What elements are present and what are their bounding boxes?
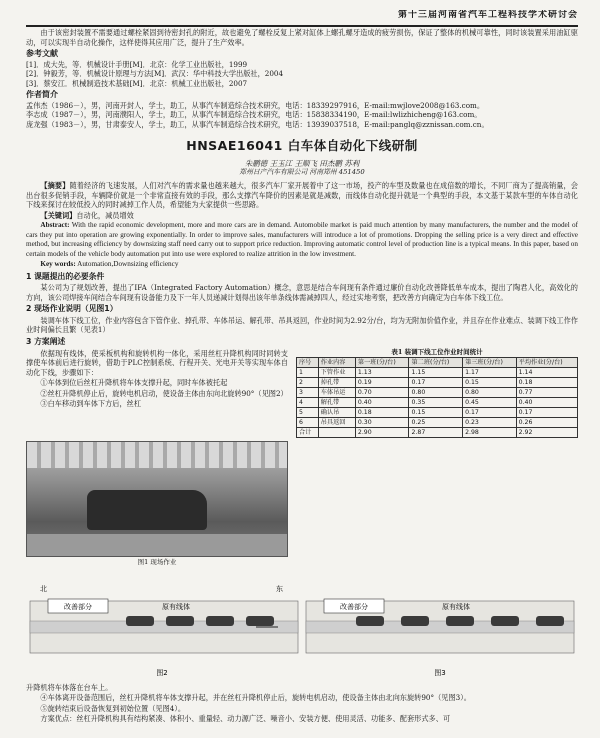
table-cell: 掉孔带 xyxy=(318,378,355,388)
table-cell: 解孔带 xyxy=(318,398,355,408)
table-cell: 0.30 xyxy=(355,418,409,428)
table-header-cell: 第一班(分/台) xyxy=(355,358,409,368)
table-cell: 0.15 xyxy=(409,408,463,418)
table-row xyxy=(297,418,578,428)
table-cell: 0.15 xyxy=(463,378,517,388)
table-cell: 0.40 xyxy=(516,398,577,408)
figure-3-diagram xyxy=(306,599,574,677)
car-body xyxy=(87,490,207,530)
table-cell: 2 xyxy=(297,378,319,388)
table-header-row xyxy=(297,358,578,368)
table-row xyxy=(297,428,578,438)
conveyor-right xyxy=(306,621,574,633)
step-item: ②丝杠升降机停止后，旋转电机启动，使设备主体由东向北旋转90°（见图2） xyxy=(40,388,288,398)
body-paragraph: 升降机将车体落在台车上。 xyxy=(26,682,113,692)
author-bio: 庞龙强（1983－），男，甘肃泰安人，学士，助工，从事汽车制造综合技术研究，电话：13939037518，E-mail:panglq@zznissan.com.cn。 xyxy=(26,119,489,129)
table-cell: 0.18 xyxy=(355,408,409,418)
north-label: 北 xyxy=(40,584,47,593)
improve-label-left: 改善部分 xyxy=(64,602,92,611)
section-2-title: 2 现场作业说明（见图1） xyxy=(26,304,118,314)
table-header-cell: 平均作业(分/台) xyxy=(516,358,577,368)
author-bio-heading: 作者简介 xyxy=(26,90,58,100)
abstract-label: 【摘要】 xyxy=(40,181,70,191)
paper-affiliation: 郑州日产汽车有限公司 河南郑州 451450 xyxy=(239,168,365,177)
table-cell: 0.80 xyxy=(463,388,517,398)
body-paragraph: ④车体离开设备范围后，丝杠升降机将车体支撑升起，并在丝杠升降机停止后，旋转电机启动，使设备主体由北向东旋转90°（见图3）。 xyxy=(40,693,471,703)
abstract-en-text: With the rapid economic development, more and more cars are in demand. Automobile market is paid much attention by many manufacturers, the number and the model of cars they put into operation are growing exponentially. In order to improve sales, manufacturers will introduce a lot of promotions. Dropping the selling price is a very direct and effective method, but increasing efficiency by downsizing staff need carry out to support price reduction. Improving automatic control level of production line is a typical means. In this paper, based on certain models of the vehicle body automation put into use were explored to realize attrition in the low investment. xyxy=(26,221,578,258)
step-item: ①车体到位后丝杠升降机将车体支撑升起，同时车体被托起 xyxy=(40,378,228,388)
table-cell: 0.25 xyxy=(409,418,463,428)
table-cell: 2.87 xyxy=(409,428,463,438)
section-3-title: 3 方案阐述 xyxy=(26,336,66,346)
table-cell: 0.80 xyxy=(409,388,463,398)
step-item: ③白车移动到车体下方后，丝杠 xyxy=(40,399,142,409)
table-header-cell: 序号 xyxy=(297,358,319,368)
table-cell: 3 xyxy=(297,388,319,398)
table-cell xyxy=(318,428,355,438)
reference-item: [3]．蔡安江．机械制造技术基础[M]．北京：机械工业出版社，2007 xyxy=(26,78,248,88)
reference-item: [1]．成大先，等．机械设计手册[M]．北京：化学工业出版社，1999 xyxy=(26,59,248,69)
section-1-title: 1 课题提出的必要条件 xyxy=(26,271,105,281)
reference-item: [2]．钟毅芳，等．机械设计原理与方法[M]．武汉：华中科技大学出版社，2004 xyxy=(26,69,284,79)
table-cell: 0.70 xyxy=(355,388,409,398)
table-cell: 4 xyxy=(297,398,319,408)
floor xyxy=(27,534,287,556)
body-paragraph: 方案优点：丝杠升降机构具有结构紧凑、体积小、重量轻、动力源广泛、噪音小、安装方便、使用灵活、功能多、配套形式多、可 xyxy=(40,714,451,724)
improve-label-right: 改善部分 xyxy=(340,602,368,611)
table-cell: 1.13 xyxy=(355,368,409,378)
table-cell: 1 xyxy=(297,368,319,378)
table-cell: 0.35 xyxy=(409,398,463,408)
section-3-text: 依据现有线体，使采板机构和旋转机构一体化，采用丝杠升降机构同时同转支撑使车体前后进行旋转，借助于PLC控制系统、行程开关、光电开关等实现车体自动化下线，步骤如下： xyxy=(26,348,288,377)
table-cell: 0.18 xyxy=(516,378,577,388)
table-cell: 6 xyxy=(297,418,319,428)
abstract-text: 随着经济的飞速发展，人们对汽车的需求量也越来越大，很多汽车厂家开展着中了这一市场，投产的车型及数量也在成倍数的增长，不同厂商为了提高销量，会出台很多促销手段，车辆降价就是一个非常直接有效的手段，那么支撑汽车降价的因素是就是减数，而线体自动化提升就是一个典型的手段，本文基于某款车型的车体自动化下线来探讨在较低投入的同时减掉工作人员，希望能为大家提供一些思路。 xyxy=(26,181,578,210)
table-cell: 0.17 xyxy=(409,378,463,388)
table-cell: 1.14 xyxy=(516,368,577,378)
table-row xyxy=(297,378,578,388)
abstract-en xyxy=(26,221,578,259)
table-cell: 2.98 xyxy=(463,428,517,438)
table-cell: 2.92 xyxy=(516,428,577,438)
keywords-en-text: Automation,Downsizing efficiency xyxy=(77,260,179,269)
table-cell: 吊具返回 xyxy=(318,418,355,428)
table-cell: 2.90 xyxy=(355,428,409,438)
table-cell: 0.77 xyxy=(516,388,577,398)
figure-3-caption: 图3 xyxy=(434,668,446,677)
table-cell: 0.17 xyxy=(516,408,577,418)
author-bio: 李志成（1987－），男，河南濮阳人，学士，助工，从事汽车制造综合技术研究，电话：15838334190，E-mail:lwlizhicheng@163.com。 xyxy=(26,110,482,120)
table-cell: 0.40 xyxy=(355,398,409,408)
table-row xyxy=(297,408,578,418)
table-caption: 表1 装调下线工位作业时间统计 xyxy=(391,347,483,356)
table-cell: 车体吊运 xyxy=(318,388,355,398)
left-column xyxy=(26,348,288,439)
page xyxy=(26,10,578,732)
intro-paragraph: 由于该密封装置不需要通过螺栓紧固到待密封孔的附近，故也避免了螺栓反复上紧对缸体上螺孔螺牙造成的疲劳损伤，保证了整体的机械可靠性，同时该装置采用油缸驱动，可以实现半自动化操作，这样使得其应用广泛，提升了生产效率。 xyxy=(26,28,578,47)
table-cell: 1.15 xyxy=(409,368,463,378)
table-header-cell: 第三班(分/台) xyxy=(463,358,517,368)
abstract-en-label: Abstract: xyxy=(40,221,70,230)
table-cell: 0.26 xyxy=(516,418,577,428)
table-row xyxy=(297,368,578,378)
table-cell: 1.17 xyxy=(463,368,517,378)
table-cell: 0.45 xyxy=(463,398,517,408)
figure-1 xyxy=(26,441,578,567)
table-cell: 0.19 xyxy=(355,378,409,388)
diagram-svg xyxy=(26,571,578,681)
workshop-photo xyxy=(26,441,288,557)
table-cell: 确认吊 xyxy=(318,408,355,418)
east-label: 东 xyxy=(276,584,283,593)
table-cell: 0.23 xyxy=(463,418,517,428)
section-2-text: 装调车体下线工位，作业内容包含下管作业、掉孔带、车体吊运、解孔带、吊具返回，作业时间为2.92分/台，均为无附加价值作业，并且存在作业难点、装调下线工作作业时间偏长且繁（见表1） xyxy=(26,315,578,335)
paper-title: HNSAE16041 白车体自动化下线研制 xyxy=(186,138,418,154)
keywords-label: 【关键词】 xyxy=(40,210,77,220)
original-label-right: 原有线体 xyxy=(442,602,470,611)
work-time-table xyxy=(296,357,578,438)
table-cell: 0.17 xyxy=(463,408,517,418)
table-row xyxy=(297,388,578,398)
table-row xyxy=(297,398,578,408)
figure-2-caption: 图2 xyxy=(156,668,168,677)
paper-authors: 朱鹏德 王玉江 王顺飞 田杰鹏 苏利 xyxy=(244,158,360,168)
keywords-text: 自动化，减员增效 xyxy=(76,210,134,220)
figure-2-diagram xyxy=(30,584,298,677)
body-paragraph: ⑤旋转结束后设备恢复到初始位置（见图4）。 xyxy=(40,703,186,713)
table-header-cell: 第二班(分/台) xyxy=(409,358,463,368)
table-header-cell: 作业内容 xyxy=(318,358,355,368)
line-diagram xyxy=(26,571,578,681)
table-cell: 合计 xyxy=(297,428,319,438)
right-column xyxy=(296,348,578,439)
table-cell: 5 xyxy=(297,408,319,418)
ceiling xyxy=(27,442,287,468)
page-header: 第十三届河南省汽车工程科技学术研讨会 xyxy=(26,10,578,27)
table-cell: 下管作业 xyxy=(318,368,355,378)
after-figure-text xyxy=(26,683,578,724)
references-heading: 参考文献 xyxy=(26,49,58,58)
keywords-cn xyxy=(26,211,578,221)
two-column-block xyxy=(26,348,578,439)
original-label-left: 原有线体 xyxy=(162,602,190,611)
keywords-en-label: Key words: xyxy=(40,260,76,269)
author-bio: 孟伟杰（1986－），男，河南开封人，学士，助工，从事汽车制造综合技术研究，电话：18339297916，E-mail:mwjlove2008@163.com。 xyxy=(26,100,485,110)
abstract-cn xyxy=(26,181,578,210)
figure-1-caption: 图1 现场作业 xyxy=(137,558,177,567)
section-1-text: 某公司为了规划改善，提出了IFA（Integrated Factory Automation）概念，意思是结合车间现有条件通过廉价自动化改善降低单车成本，提出了陶君人化，高效化的方向，该公司焊接车间结合车间现有设备能力及下一年人员递减计划得出该年单条线体需减掉四人，经过实地考察，把改善方向确定为白车体下线工位。 xyxy=(26,283,578,302)
keywords-en xyxy=(26,260,578,270)
